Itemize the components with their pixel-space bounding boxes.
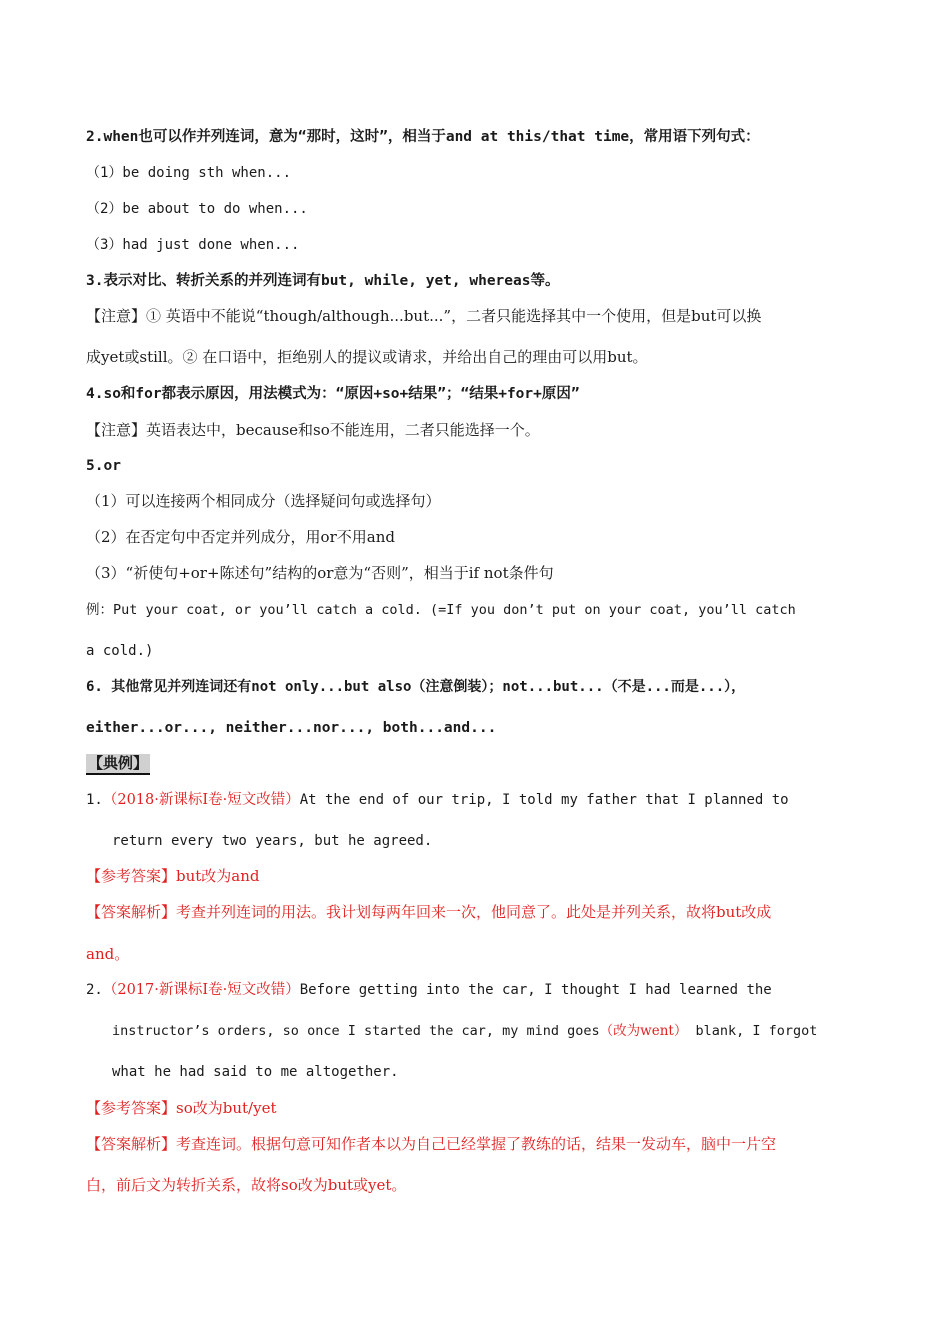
point-5-heading: 5.or <box>86 458 121 474</box>
point-6-line-2: either...or..., neither...nor..., both...and... <box>86 720 497 736</box>
example-1-analysis-label: 【答案解析】 <box>86 903 177 921</box>
example-sentence-line-2: a cold.) <box>86 643 154 659</box>
example-2-text-part-1: instructor’s orders, so once I started the car, my mind goes <box>112 1023 600 1039</box>
example-2-answer-text: so改为but/yet <box>176 1099 277 1117</box>
example-2-analysis-line-2: 白，前后文为转折关系，故将so改为but或yet。 <box>86 1176 407 1194</box>
point-2-heading: 2.when也可以作并列连词，意为“那时，这时”，相当于and at this/that time，常用语下列句式： <box>86 129 760 145</box>
note-1-line-2: 成yet或still。② 在口语中，拒绝别人的提议或请求，并给出自己的理由可以用but。 <box>86 348 648 366</box>
example-1-answer-label: 【参考答案】 <box>86 867 177 885</box>
example-1-answer-text: but改为and <box>176 867 260 885</box>
example-1-text-line-2: return every two years, but he agreed. <box>112 833 433 849</box>
point-5-item-3: （3）“祈使句+or+陈述句”结构的or意为“否则”，相当于if not条件句 <box>86 564 554 582</box>
example-1-line-1 <box>86 790 789 810</box>
example-2-text-line-1: Before getting into the car, I thought I had learned the <box>299 982 772 998</box>
point-3-heading: 3.表示对比、转折关系的并列连词有but, while, yet, whereas等。 <box>86 273 560 289</box>
example-2-text-line-2 <box>112 1021 817 1041</box>
section-label: 【典例】 <box>86 754 150 775</box>
example-1-analysis-text: 考查并列连词的用法。我计划每两年回来一次，他同意了。此处是并列关系，故将but改成 <box>176 903 772 921</box>
example-2-number: 2. <box>86 982 103 998</box>
example-2-analysis-line-1 <box>86 1134 776 1154</box>
example-2-source: （2017·新课标Ⅰ卷·短文改错） <box>102 982 300 998</box>
example-1-number: 1. <box>86 792 103 808</box>
example-2-analysis-label: 【答案解析】 <box>86 1135 177 1153</box>
example-2-correction: （改为went） <box>599 1023 688 1039</box>
point-6-line-1: 6. 其他常见并列连词还有not only...but also（注意倒装）；not...but...（不是...而是...）， <box>86 679 746 695</box>
example-1-source: （2018·新课标Ⅰ卷·短文改错） <box>102 792 300 808</box>
example-2-text-line-3: what he had said to me altogether. <box>112 1064 399 1080</box>
note-2: 【注意】英语表达中，because和so不能连用，二者只能选择一个。 <box>86 421 540 439</box>
point-2-pattern-3: （3）had just done when... <box>86 237 300 253</box>
example-2-analysis-text: 考查连词。根据句意可知作者本以为自己已经掌握了教练的话，结果一发动车，脑中一片空 <box>176 1135 777 1153</box>
point-5-item-1: （1）可以连接两个相同成分（选择疑问句或选择句） <box>86 492 441 510</box>
example-1-text-line-1: At the end of our trip, I told my father that I planned to <box>299 792 789 808</box>
point-5-item-2: （2）在否定句中否定并列成分，用or不用and <box>86 528 395 546</box>
point-2-pattern-1: （1）be doing sth when... <box>86 165 292 181</box>
example-sentence-line-1: 例：Put your coat, or you’ll catch a cold. (=If you don’t put on your coat, you’ll catch <box>86 602 796 618</box>
note-1-line-1: 【注意】① 英语中不能说“though/although...but...”，二者只能选择其中一个使用，但是but可以换 <box>86 307 762 325</box>
example-2-answer-label: 【参考答案】 <box>86 1099 177 1117</box>
example-1-analysis-line-1 <box>86 902 771 922</box>
typical-examples-section <box>86 753 150 775</box>
example-1-analysis-line-2: and。 <box>86 945 130 963</box>
point-2-pattern-2: （2）be about to do when... <box>86 201 308 217</box>
point-4-heading: 4.so和for都表示原因，用法模式为：“原因+so+结果”；“结果+for+原因” <box>86 386 580 402</box>
example-1-answer <box>86 866 260 886</box>
example-2-text-part-2: blank, I forgot <box>695 1023 818 1039</box>
example-2-answer <box>86 1098 276 1118</box>
example-2-line-1 <box>86 980 772 1000</box>
